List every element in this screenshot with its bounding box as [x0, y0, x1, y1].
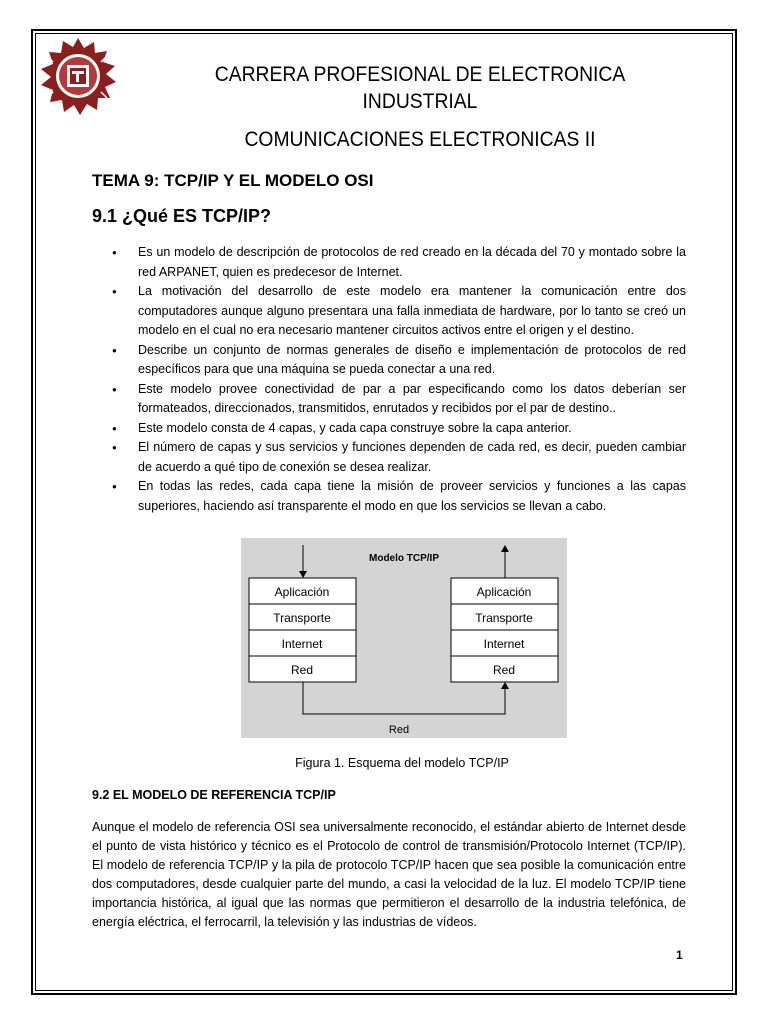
right-layer-internet: Internet: [483, 637, 525, 651]
figure-caption: Figura 1. Esquema del modelo TCP/IP: [295, 756, 509, 770]
left-layer-internet: Internet: [281, 637, 323, 651]
left-layer-transporte: Transporte: [273, 611, 331, 625]
bullet-item: ● El número de capas y sus servicios y funciones dependen de cada red, es decir, pueden cambiar de acuerdo a qué tipo de conexión se desea realizar.: [110, 438, 686, 477]
bullet-item: ● En todas las redes, cada capa tiene la misión de proveer servicios y funciones a las capas superiores, haciendo así transparente el modo en que los servicios se llevan a cabo.: [110, 477, 686, 516]
diagram-title: Modelo TCP/IP: [369, 553, 439, 564]
bullet-item: ● Describe un conjunto de normas generales de diseño e implementación de protocolos de red específicos para que una máquina se pueda conectar a una red.: [110, 341, 686, 380]
career-title-line2: INDUSTRIAL: [362, 90, 478, 113]
left-layer-red: Red: [290, 663, 314, 677]
bullet-list: [110, 243, 686, 516]
career-title-line1: CARRERA PROFESIONAL DE ELECTRONICA: [214, 63, 626, 86]
course-title: COMUNICACIONES ELECTRONICAS II: [244, 128, 596, 151]
section1-heading: 9.1 ¿Qué ES TCP/IP?: [92, 206, 272, 226]
bullet-item: ● Este modelo provee conectividad de par a par especificando como los datos deberían ser formateados, direccionados, transmitidos, enrutados y recibidos por el par de destino..: [110, 380, 686, 419]
right-layer-transporte: Transporte: [475, 611, 533, 625]
bullet-item: ● Es un modelo de descripción de protocolos de red creado en la década del 70 y montado sobre la red ARPANET, quien es predecesor de Internet.: [110, 243, 686, 282]
university-logo: [37, 36, 119, 118]
section2-paragraph: Aunque el modelo de referencia OSI sea universalmente reconocido, el estándar abierto de Internet desde el punto de vista histórico y técnico es el Protocolo de control de transmisión/Protocolo Internet (TCP/IP). El modelo de referencia TCP/IP y la pila de protocolo TCP/IP hacen que sea posible la comunicación entre dos computadores, desde cualquier parte del mundo, a casi la velocidad de la luz. El modelo TCP/IP tiene importancia histórica, al igual que las normas que permitieron el desarrollo de la industria telefónica, de energía eléctrica, el ferrocarril, la televisión y las industrias de vídeos.: [92, 820, 686, 929]
left-layer-aplicacion: Aplicación: [274, 585, 330, 599]
tema-heading: TEMA 9: TCP/IP Y EL MODELO OSI: [92, 171, 374, 190]
bullet-item: ● Este modelo consta de 4 capas, y cada capa construye sobre la capa anterior.: [110, 419, 686, 439]
right-layer-red: Red: [492, 663, 516, 677]
tcpip-diagram: [241, 538, 567, 738]
left-stack: [249, 578, 356, 682]
right-stack: [451, 578, 558, 682]
page-number: 1: [676, 948, 683, 962]
network-label: Red: [388, 724, 410, 736]
right-layer-aplicacion: Aplicación: [476, 585, 532, 599]
career-title: [181, 61, 659, 115]
section2-heading: 9.2 EL MODELO DE REFERENCIA TCP/IP: [92, 788, 336, 802]
bullet-item: ● La motivación del desarrollo de este modelo era mantener la comunicación entre dos computadores aunque alguno presentara una falla inmediata de hardware, por lo tanto se creó un modelo en el cual no era necesario mantener circuitos activos entre el origen y el destino.: [110, 282, 686, 341]
